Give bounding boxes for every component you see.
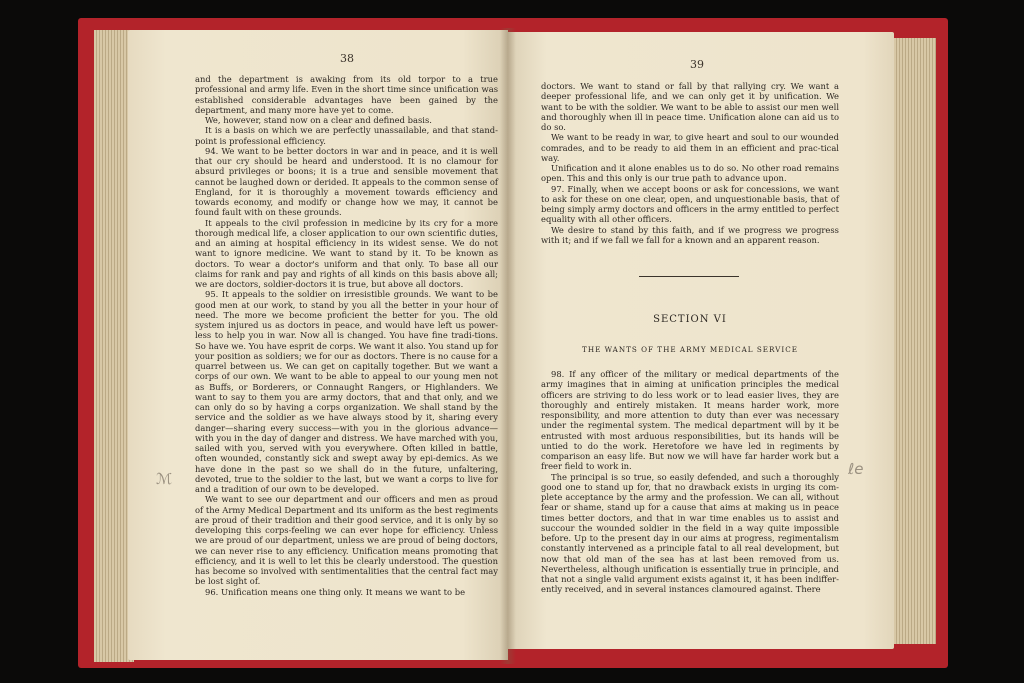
paragraph: The principal is so true, so easily defended, and such a thoroughly good one to stand up for, that no drawback exists in urging its com-plete acceptance by the army and the profession. We can all, without fear or shame, stand up for a cause that aims at making us in peace times better doctors, and that in war time enables us to assist and succour the wounded soldier in the field in a way quite impossible before. Up to the present day in our aims at progress, regimentalism constantly intervened as a principle fatal to all real development, but now that old man of the sea has at last been removed from us. Nevertheless, although unification is essentially true in principle, and that not a single valid argument exists against it, it has been indiffer-ently received, and in several instances clamoured against. There: [541, 471, 839, 595]
paragraph: Unification and it alone enables us to do so. No other road remains open. This and this only is our true path to advance upon.: [541, 163, 839, 184]
paragraph: doctors. We want to stand or fall by that rallying cry. We want a deeper professional life, and we can only get it by unification. We want to be with the soldier. We want to be able to assist our men well and thoroughly when ill in peace time. Unification alone can aid us to do so.: [541, 81, 839, 132]
paragraph: 98. If any officer of the military or medical departments of the army imagines that in aiming at unification principles the medical officers are striving to do less work or to lead easier lives, they are thoroughly and entirely mistaken. It means harder work, more responsibility, and more attention to duty than ever was necessary under the regimental system. The medical department will by it be entrusted with most arduous responsibilities, but its hands will be untied to do the work. Heretofore we have led in regiments by comparison an easy life. But now we will have far harder work but a freer field to work in.: [541, 369, 839, 472]
pencil-mark-left: ℳ: [156, 470, 173, 488]
left-page: [128, 30, 508, 660]
left-page-body: [195, 74, 498, 597]
section-title: SECTION VI: [653, 314, 727, 325]
paragraph: We, however, stand now on a clear and defined basis.: [205, 115, 432, 125]
paragraph: 97. Finally, when we accept boons or ask for concessions, we want to ask for these on one clear, open, and unquestionable basis, that of being simply army doctors and officers in the army entitled to perfect equality with all other officers.: [541, 183, 839, 225]
page-number-left: 38: [340, 52, 354, 65]
right-page-body-top: [541, 81, 839, 245]
paragraph: 94. We want to be better doctors in war and in peace, and it is well that our cry should be heard and understood. It is no clamour for absurd privileges or boons; it is a true and sensible movement that cannot be laughed down or derided. It appeals to the common sense of England, for it is thoroughly a movement towards efficiency and towards economy, and modify or change how we may, it cannot be found fault with on these grounds.: [195, 145, 498, 218]
right-page-edges: [890, 38, 936, 644]
paragraph: We desire to stand by this faith, and if we progress we progress with it; and if we fall we fall for a known and an apparent reason.: [541, 224, 839, 245]
right-page: [508, 32, 894, 649]
paragraph: It appeals to the civil profession in medicine by its cry for a more thorough medical life, a closer application to our own scientific duties, and an aiming at hospital efficiency in its widest sense. We do not want to ignore medicine. We want to stand by it. To be known as doctors. To wear a doctor's uniform and that only. To base all our claims for rank and pay and rights of all kinds on this basis above all; we are doctors, soldier-doctors it is true, but above all doctors.: [195, 217, 498, 289]
paragraph: We want to be ready in war, to give heart and soul to our wounded comrades, and to be ready to aid them in an efficient and prac-tical way.: [541, 132, 839, 163]
page-number-right: 39: [690, 58, 704, 71]
pencil-mark-right: ℓe: [848, 460, 864, 478]
paragraph: 95. It appeals to the soldier on irresistible grounds. We want to be good men at our work, to stand by you all the better in your hour of need. The more we become proficient the better for you. The old system injured us as doctors in peace, and would have left us power-less to help you in war. Now all is changed. You have fine tradi-tions. So have we. You have esprit de corps. We want it also. You stand up for your position as soldiers; we for our as doctors. There is no cause for a quarrel between us. We can get on capitally together. But we want a corps of our own. We want to be able to appeal to our young men not as Buffs, or Borderers, or Connaught Rangers, or Highlanders. We want to say to them you are army doctors, that and that only, and we can only do so by having a corps organization. We shall stand by the service and the soldier as we have always stood by it, sharing every danger—sharing every success—with you in the glorious advance—with you in the day of danger and distress. We have marched with you, sailed with you, served with you everywhere. Often killed in battle, often wounded, constantly sick and swept away by epi-demics. As we have done in the past so we shall do in the future, unfaltering, devoted, true to the soldier to the last, but we want a corps to live for and a tradition of our own to be developed.: [195, 289, 498, 494]
paragraph: and the department is awaking from its old torpor to a true professional and army life. Even in the short time since unification was established considerable advantages have been gained by the department, and many more have yet to come.: [195, 74, 498, 115]
section-divider: [639, 276, 739, 277]
paragraph: We want to see our department and our officers and men as proud of the Army Medical Department and its uniform as the best regiments are proud of their tradition and their good service, and it is only by so developing this corps-feeling we can ever hope for efficiency. Unless we are proud of our department, unless we are proud of being doctors, we can never rise to any efficiency. Unification means promoting that efficiency, and it is well to let this be clearly understood. The question has become so involved with sentimentalities that the central fact may be lost sight of.: [195, 494, 498, 587]
book-gutter: [500, 28, 516, 664]
paragraph: 96. Unification means one thing only. It means we want to be: [205, 586, 466, 597]
right-page-body-bottom: [541, 369, 839, 595]
section-subtitle: THE WANTS OF THE ARMY MEDICAL SERVICE: [582, 345, 798, 354]
paragraph: It is a basis on which we are perfectly unassailable, and that stand-point is professional efficiency.: [195, 125, 498, 146]
